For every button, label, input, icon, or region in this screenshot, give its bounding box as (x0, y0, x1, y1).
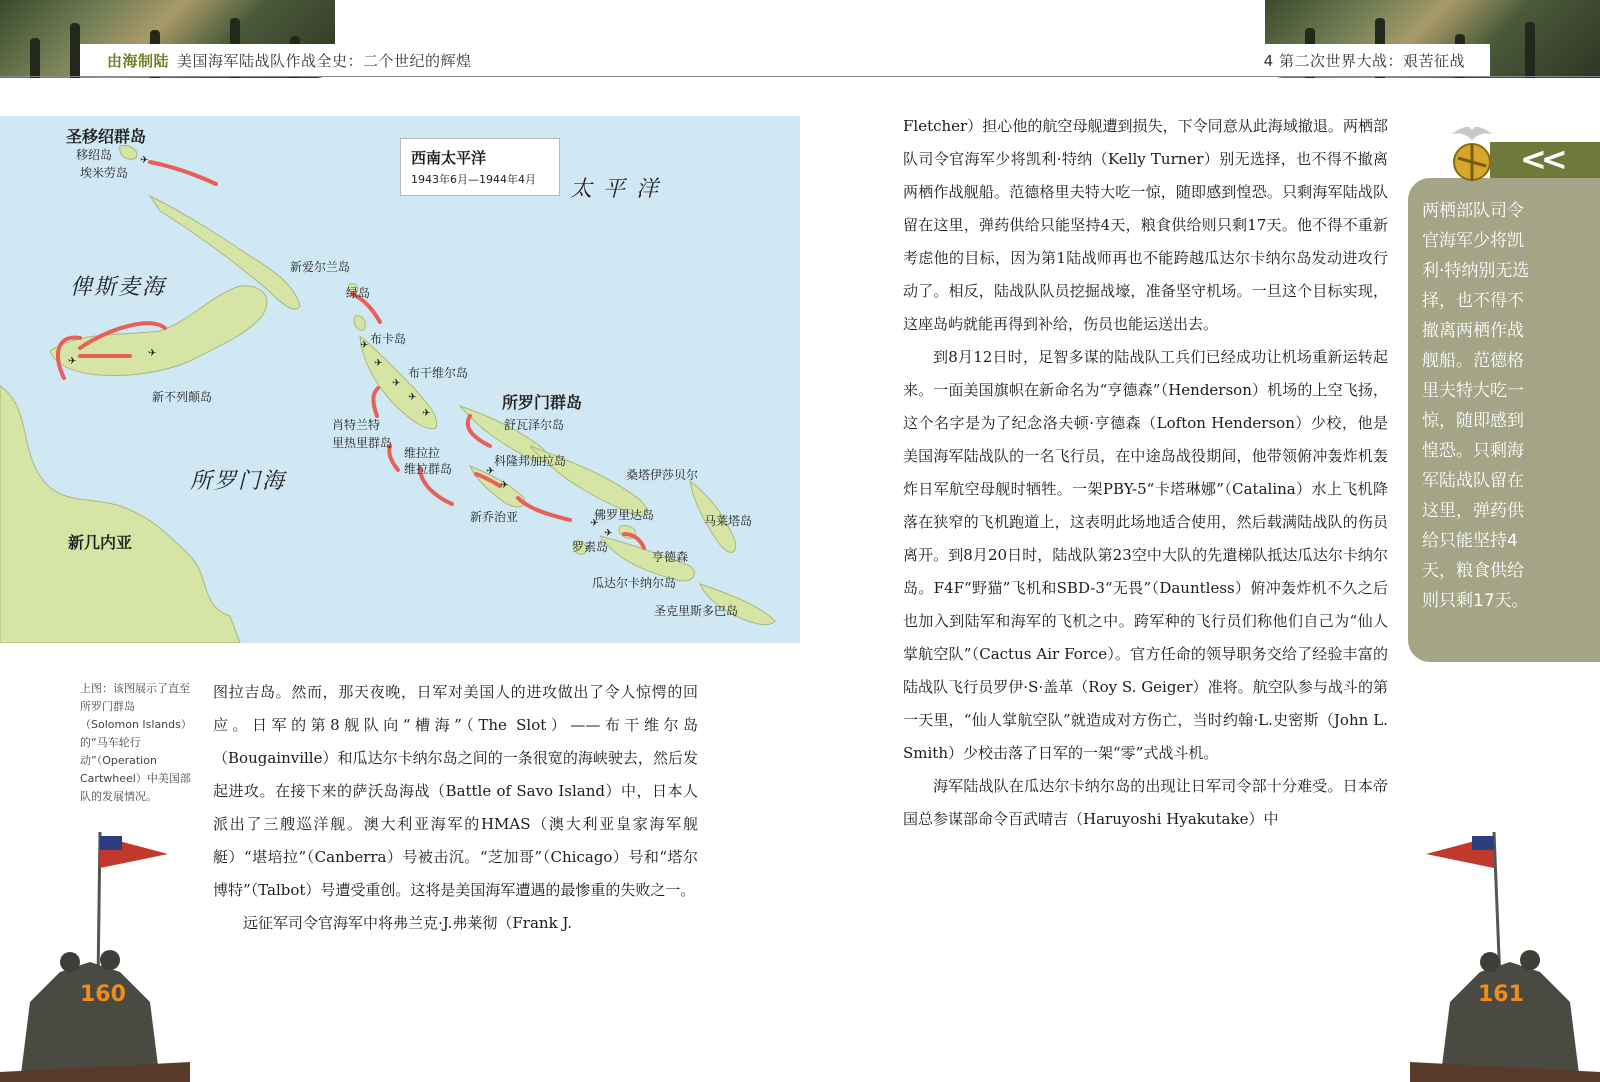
airfield-icon: ✈ (374, 358, 383, 369)
label-russell: 罗素岛 (572, 540, 609, 554)
label-bismarck-sea: 俾斯麦海 (70, 275, 167, 300)
book-brand: 由海制陆 (107, 52, 170, 70)
paragraph: 海军陆战队在瓜达尔卡纳尔岛的出现让日军司令部十分难受。日本帝国总参谋部命令百武晴吉（Haruyoshi Hyakutake）中 (903, 777, 1388, 828)
label-solomon-islands: 所罗门群岛 (502, 393, 583, 412)
label-green-island: 绿岛 (346, 286, 371, 300)
airfield-icon: ✈ (392, 378, 401, 389)
airfield-icon: ✈ (604, 528, 613, 539)
airfield-icon: ✈ (140, 155, 149, 166)
advance-arrow-new-georgia (518, 498, 570, 520)
label-malaita: 马莱塔岛 (704, 514, 753, 528)
running-head-left (107, 50, 472, 71)
label-florida: 佛罗里达岛 (594, 508, 655, 522)
label-st-matthias-group: 圣移绍群岛 (66, 127, 147, 146)
label-vella-group: 维拉群岛 (404, 462, 453, 476)
map-southwest-pacific (0, 116, 800, 643)
airfield-icon: ✈ (422, 408, 431, 419)
label-solomon-sea: 所罗门海 (190, 469, 287, 494)
airfield-icon: ✈ (500, 480, 509, 491)
map-legend-title: 西南太平洋 (411, 149, 487, 167)
label-new-guinea: 新几内亚 (68, 533, 133, 552)
paragraph: 远征军司令官海军中将弗兰克·J.弗莱彻（Frank J. (243, 914, 573, 932)
advance-arrow-emirau (150, 162, 216, 184)
header-rule (0, 76, 1600, 77)
paragraph: Fletcher）担心他的航空母舰遭到损失，下令同意从此海域撤退。两栖部队司令官海军少将凯利·特纳（Kelly Turner）别无选择，也不得不撤离两栖作战舰船。范德格里夫特大吃一惊，随即感到惶恐。只剩海军陆战队留在这里，弹药供给只能坚持4天，粮食供给则只剩17天。他不得不重新考虑他的目标，因为第1陆战师再也不能跨越瓜达尔卡纳尔岛发动进攻行动了。相反，陆战队队员挖掘战壕，准备坚守机场。一旦这个目标实现，这座岛屿就能再得到补给，伤员也能运送出去。 (903, 117, 1388, 333)
airfield-icon: ✈ (148, 348, 157, 359)
airfield-icon: ✈ (590, 518, 599, 529)
airfield-icon: ✈ (68, 356, 77, 367)
label-vella-lavella: 维拉拉 (404, 446, 441, 460)
marine-emblem-icon (1446, 120, 1498, 190)
body-text-left (213, 676, 698, 940)
book-title: 美国海军陆战队作战全史：二个世纪的辉煌 (177, 52, 472, 70)
airfield-icon: ✈ (408, 392, 417, 403)
label-shortland: 肖特兰特 (332, 418, 381, 432)
advance-arrow-bougainville (373, 388, 378, 416)
sidebar-quote: 两栖部队司令官海军少将凯利·特纳别无选择，也不得不撤离两栖作战舰船。范德格里夫特大吃一惊，随即感到惶恐。只剩海军陆战队留在这里，弹药供给只能坚持4天，粮食供给则只剩17天。 (1422, 201, 1530, 611)
label-treasury: 里热里群岛 (332, 436, 393, 450)
buka-land (354, 316, 365, 331)
running-head-right: 4 第二次世界大战：艰苦征战 (1263, 52, 1465, 70)
body-text-right (903, 110, 1388, 836)
paragraph: 图拉吉岛。然而，那天夜晚，日军对美国人的进攻做出了令人惊愕的回应。日军的第8舰队向“槽海”（The Slot）——布干维尔岛（Bougainville）和瓜达尔卡纳尔岛之间的一条很宽的海峡驶去，然后发起进攻。在接下来的萨沃岛海战（Battle of Savo Island）中，日本人派出了三艘巡洋舰。澳大利亚海军的HMAS（澳大利亚皇家海军舰艇）“堪培拉”（Canberra）号被击沉。“芝加哥”（Chicago）号和“塔尔博特”（Talbot）号遭受重创。这将是美国海军遭遇的最惨重的失败之一。 (213, 683, 698, 899)
airfield-icon: ✈ (360, 340, 369, 351)
label-choiseul: 舒瓦泽尔岛 (504, 418, 565, 432)
label-new-ireland: 新爱尔兰岛 (290, 260, 351, 274)
page-number-left: 160 (80, 982, 126, 1007)
map-legend (400, 138, 560, 196)
label-kolombangara: 科隆邦加拉岛 (494, 454, 567, 468)
mussau-land (120, 146, 137, 160)
label-buka: 布卡岛 (370, 332, 407, 346)
page-number-right: 161 (1478, 982, 1524, 1007)
label-guadalcanal: 瓜达尔卡纳尔岛 (592, 576, 677, 590)
label-mussau: 移绍岛 (76, 148, 113, 162)
label-emirau: 埃米劳岛 (80, 166, 129, 180)
label-bougainville: 布干维尔岛 (408, 366, 469, 380)
label-new-georgia: 新乔治亚 (470, 510, 519, 524)
label-henderson: 亨德森 (652, 550, 689, 564)
new-guinea-land (0, 386, 240, 643)
label-santa-isabel: 桑塔伊莎贝尔 (626, 468, 699, 482)
flag-raising-statue-right (1410, 832, 1600, 1082)
label-pacific-ocean: 太 平 洋 (570, 177, 660, 202)
airfield-icon: ✈ (486, 466, 495, 477)
sidebar-arrow-icon: << (1520, 140, 1562, 178)
map-caption: 上图：该图展示了直至所罗门群岛（Solomon Islands）的“马车轮行动”（Operation Cartwheel）中美国部队的发展情况。 (80, 682, 192, 803)
map-legend-dates: 1943年6月—1944年4月 (411, 173, 536, 186)
label-new-britain: 新不列颠岛 (152, 390, 213, 404)
flag-raising-statue-left (0, 832, 190, 1082)
label-san-cristobal: 圣克里斯多巴岛 (654, 604, 739, 618)
paragraph: 到8月12日时，足智多谋的陆战队工兵们已经成功让机场重新运转起来。一面美国旗帜在新命名为“亨德森”（Henderson）机场的上空飞扬，这个名字是为了纪念洛夫顿·亨德森（Lofton Henderson）少校，他是美国海军陆战队的一名飞行员，在中途岛战役期间，他带领俯冲轰炸机轰炸日军航空母舰时牺牲。一架PBY-5“卡塔琳娜”（Catalina）水上飞机降落在狭窄的飞机跑道上，这表明此场地适合使用，然后载满陆战队的伤员离开。到8月20日时，陆战队第23空中大队的先遣梯队抵达瓜达尔卡纳尔岛。F4F“野猫”飞机和SBD-3“无畏”（Dauntless）俯冲轰炸机不久之后也加入到陆军和海军的飞机之中。跨军种的飞行员们称他们自己为“仙人掌航空队”（Cactus Air Force）。官方任命的领导职务交给了经验丰富的陆战队飞行员罗伊·S·盖革（Roy S. Geiger）准将。航空队参与战斗的第一天里，“仙人掌航空队”就造成对方伤亡，当时约翰·L.史密斯（John L. Smith）少校击落了日军的一架“零”式战斗机。 (903, 348, 1388, 762)
